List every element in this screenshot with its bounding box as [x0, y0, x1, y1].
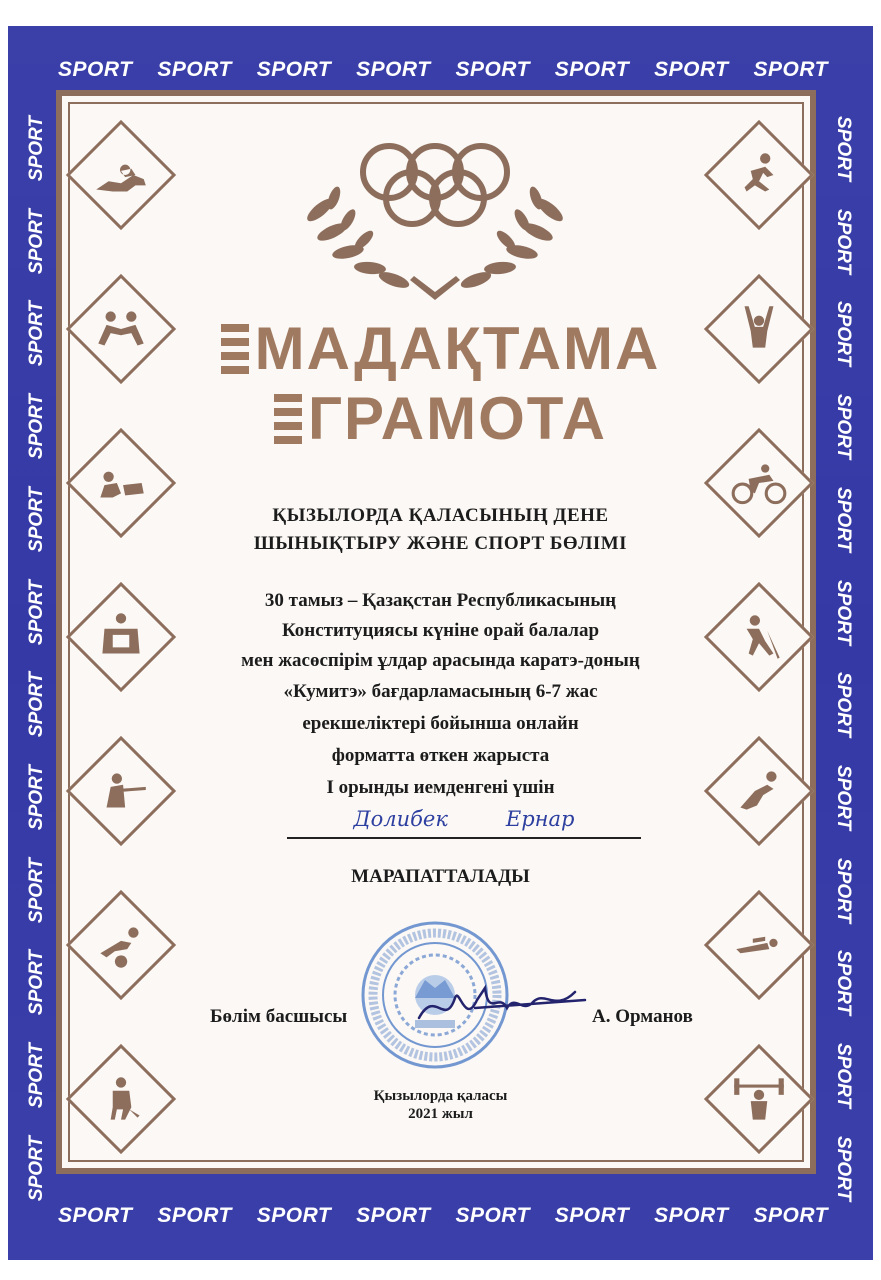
sport-word: SPORT: [58, 58, 133, 81]
sport-word: SPORT: [26, 672, 47, 738]
sport-word: SPORT: [26, 579, 47, 645]
sport-word: SPORT: [256, 1204, 332, 1227]
recipient-surname: Долибек: [353, 807, 448, 831]
body-line: «Кумитэ» бағдарламасының 6-7 жас: [283, 681, 598, 702]
signatory-name: А. Орманов: [592, 1006, 693, 1027]
signature-icon: [415, 978, 590, 1034]
sport-word: SPORT: [26, 486, 47, 552]
body-line: I орынды иемденгені үшін: [326, 777, 555, 798]
recipient-given-name: Ернар: [505, 807, 575, 831]
sport-word: SPORT: [833, 301, 854, 367]
sport-word: SPORT: [26, 1135, 47, 1201]
swimming-icon: [704, 890, 814, 1000]
title-line-1: [0, 315, 881, 382]
sport-word: SPORT: [26, 764, 47, 831]
sport-word: SPORT: [833, 1043, 854, 1109]
sport-word: SPORT: [26, 857, 47, 923]
sport-word: SPORT: [654, 1204, 729, 1227]
body-line: форматта өткен жарыста: [331, 745, 550, 766]
title-stripes-icon: [221, 324, 249, 374]
sport-word: SPORT: [26, 394, 47, 460]
sport-word: SPORT: [256, 58, 332, 81]
sport-word: SPORT: [833, 208, 854, 274]
sport-word: SPORT: [833, 579, 854, 645]
horse-racing-icon: [66, 120, 176, 230]
sport-word: SPORT: [833, 116, 854, 182]
certificate-title: МАДАҚТАМА: [254, 315, 661, 382]
title-line-2: [0, 385, 881, 452]
sport-border-bottom: [58, 1204, 828, 1228]
body-line: 30 тамыз – Қазақстан Республикасының: [264, 590, 617, 611]
long-jump-icon: [66, 890, 176, 1000]
sport-word: SPORT: [26, 301, 47, 367]
organization-line-2: ШЫНЫҚТЫРУ ЖӘНЕ СПОРТ БӨЛІМІ: [253, 533, 628, 554]
sport-word: SPORT: [833, 950, 854, 1016]
sport-word: SPORT: [26, 950, 47, 1016]
sport-word: SPORT: [833, 486, 854, 552]
sport-word: SPORT: [58, 1204, 133, 1227]
recipient-name-line: [287, 807, 641, 839]
sport-word: SPORT: [455, 58, 530, 81]
sport-word: SPORT: [26, 1043, 47, 1109]
footer-city: Қызылорда қаласы: [373, 1088, 508, 1104]
title-stripes-icon: [274, 394, 302, 444]
sport-border-top: [58, 58, 828, 82]
sport-word: SPORT: [833, 857, 854, 923]
sport-word: SPORT: [554, 1204, 630, 1227]
organization-line-1: ҚЫЗЫЛОРДА ҚАЛАСЫНЫҢ ДЕНЕ: [272, 505, 609, 526]
sport-word: SPORT: [833, 764, 854, 831]
sport-word: SPORT: [455, 1204, 530, 1227]
sport-word: SPORT: [833, 394, 854, 460]
certificate-subtitle: ГРАМОТА: [308, 385, 607, 452]
sport-word: SPORT: [157, 1204, 232, 1227]
sport-word: SPORT: [554, 58, 630, 81]
olympic-rings-laurel-icon: [290, 140, 580, 310]
sport-word: SPORT: [26, 208, 47, 274]
sport-word: SPORT: [356, 58, 431, 81]
body-line: ерекшеліктері бойынша онлайн: [302, 713, 579, 734]
body-line: мен жасөспірім ұлдар арасында каратэ-доның: [241, 650, 640, 671]
body-line: Конституциясы күніне орай балалар: [281, 620, 600, 641]
awarded-label: МАРАПАТТАЛАДЫ: [351, 866, 530, 887]
sport-word: SPORT: [356, 1204, 431, 1227]
runner-icon: [704, 120, 814, 230]
sport-word: SPORT: [833, 672, 854, 738]
footer-year: 2021 жыл: [408, 1106, 473, 1122]
sport-word: SPORT: [26, 116, 47, 182]
sport-word: SPORT: [833, 1135, 854, 1201]
signatory-position: Бөлім басшысы: [210, 1006, 348, 1027]
sport-word: SPORT: [753, 1204, 828, 1227]
sport-word: SPORT: [157, 58, 232, 81]
sport-word: SPORT: [753, 58, 828, 81]
sport-word: SPORT: [654, 58, 729, 81]
